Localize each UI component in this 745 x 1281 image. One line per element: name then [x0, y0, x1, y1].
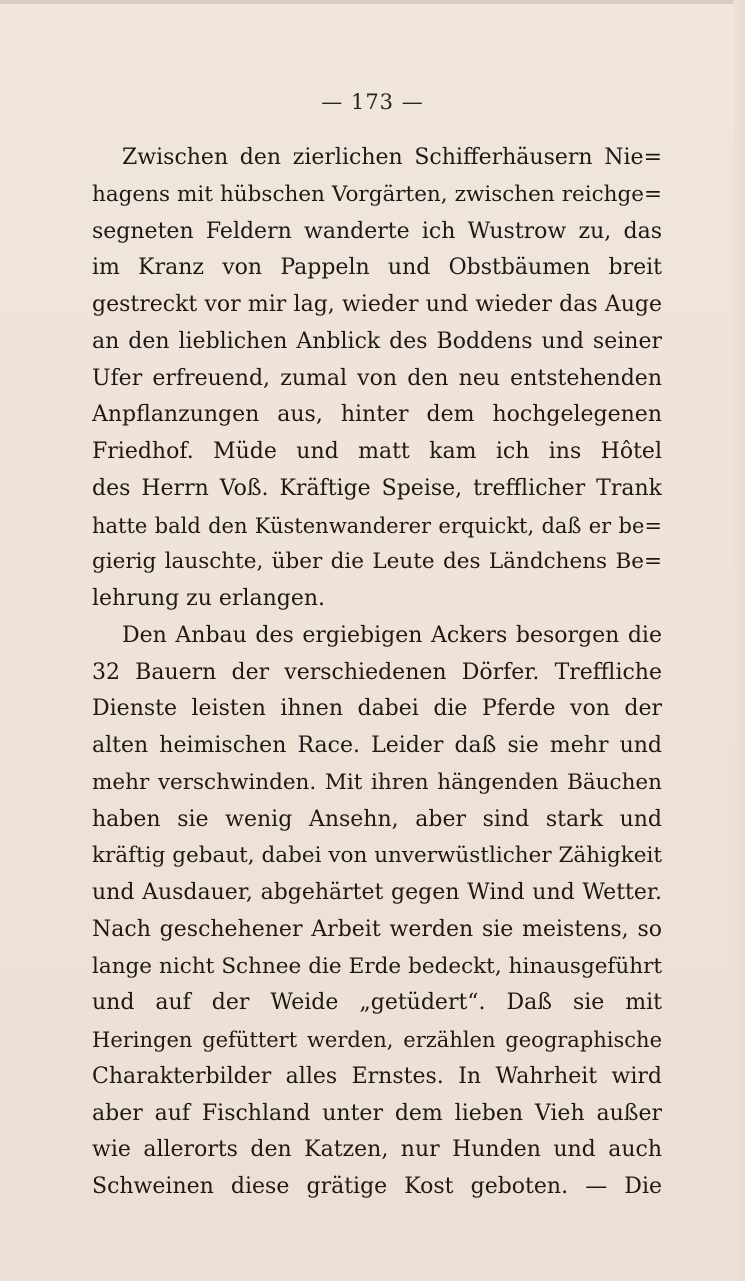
text-line: gestreckt vor mir lag, wieder und wieder das Auge: [92, 292, 662, 317]
text-line: an den lieblichen Anblick des Boddens und seiner: [92, 328, 662, 354]
text-line: Anpflanzungen aus, hinter dem hochgelegenen: [92, 402, 662, 428]
text-line: Friedhof. Müde und matt kam ich ins Hôtel: [92, 439, 662, 464]
text-line: des Herrn Voß. Kräftige Speise, trefflicher Trank: [92, 475, 662, 501]
text-line: alten heimischen Race. Leider daß sie mehr und: [92, 733, 662, 758]
text-line: Nach geschehener Arbeit werden sie meistens, so: [92, 916, 662, 942]
text-line: segneten Feldern wanderte ich Wustrow zu, das: [92, 218, 662, 244]
text-line: wie allerorts den Katzen, nur Hunden und auch: [92, 1137, 662, 1163]
text-line: mehr verschwinden. Mit ihren hängenden Bäuchen: [92, 769, 662, 795]
text-line: Charakterbilder alles Ernstes. In Wahrheit wird: [92, 1063, 662, 1089]
text-line: Heringen gefüttert werden, erzählen geographische: [92, 1028, 662, 1052]
text-line: im Kranz von Pappeln und Obstbäumen breit: [92, 255, 662, 281]
text-line: lehrung zu erlangen.: [92, 586, 326, 611]
paragraph-1: [92, 140, 662, 618]
text-line: Den Anbau des ergiebigen Ackers besorgen die: [122, 622, 662, 648]
text-line: 32 Bauern der verschiedenen Dörfer. Treffliche: [92, 659, 662, 685]
text-line: gierig lauschte, über die Leute des Ländchens Be=: [92, 549, 662, 575]
text-line: hagens mit hübschen Vorgärten, zwischen reichge=: [92, 181, 662, 207]
body-text: [92, 140, 662, 1206]
text-line: kräftig gebaut, dabei von unverwüstlicher Zähigkeit: [92, 843, 662, 869]
text-line: Ufer erfreuend, zumal von den neu entstehenden: [92, 365, 662, 391]
page-top-edge: [0, 0, 745, 4]
text-line: lange nicht Schnee die Erde bedeckt, hinausgeführt: [92, 953, 662, 979]
text-line: haben sie wenig Ansehn, aber sind stark und: [92, 806, 662, 832]
page-number: — 173 —: [321, 90, 424, 114]
paragraph-2: [92, 618, 662, 1206]
text-line: Schweinen diese grätige Kost geboten. — Die: [92, 1174, 662, 1199]
page-right-edge: [733, 0, 745, 1281]
text-line: Dienste leisten ihnen dabei die Pferde von der: [92, 696, 662, 722]
text-line: hatte bald den Küstenwanderer erquickt, daß er be=: [92, 513, 662, 538]
text-line: und Ausdauer, abgehärtet gegen Wind und Wetter.: [92, 880, 662, 905]
text-line: und auf der Weide „getüdert“. Daß sie mit: [92, 990, 662, 1016]
text-line: Zwischen den zierlichen Schifferhäusern Nie=: [122, 145, 662, 170]
text-line: aber auf Fischland unter dem lieben Vieh außer: [92, 1100, 662, 1126]
